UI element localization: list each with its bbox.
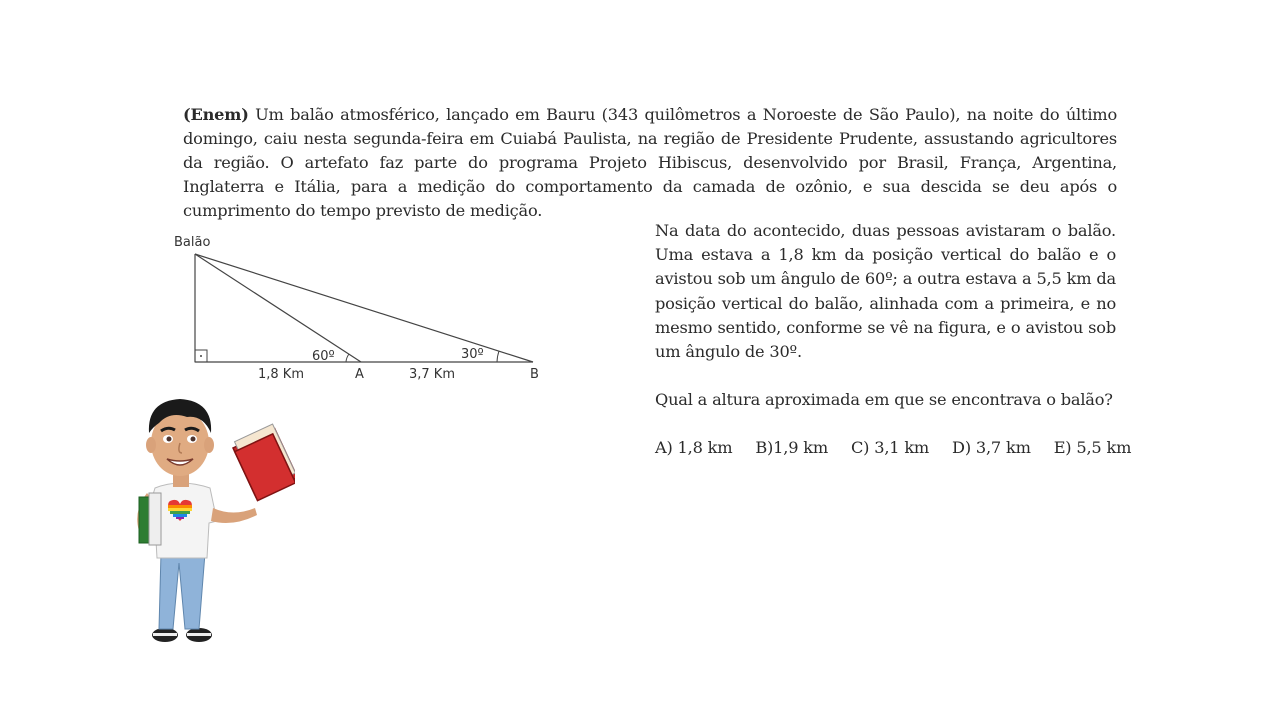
balloon-label: Balão: [174, 235, 211, 250]
angle-arc-b: [497, 351, 499, 362]
teacher-avatar-illustration: [125, 393, 295, 648]
option-e: E) 5,5 km: [1053, 438, 1132, 457]
point-label-b: B: [530, 367, 539, 382]
option-c: C) 3,1 km: [850, 438, 930, 457]
problem-text: Um balão atmosférico, lançado em Bauru (343 quilômetros a Noroeste de São Paulo), na noite do último domingo, caiu nesta segunda-feira em Cuiabá Paulista, na região de Presidente Prudente, assustando agricultores da região. O artefato faz parte do programa Projeto Hibiscus, desenvolvido por Brasil, França, Argentina, Inglaterra e Itália, para a medição do comportamento da camada de ozônio, e sua descida se deu após o cumprimento do tempo previsto de medição.: [183, 105, 1117, 220]
angle-label-a: 60º: [312, 349, 335, 364]
triangle-figure: [165, 230, 555, 390]
option-a: A) 1,8 km: [655, 438, 733, 457]
option-b: B)1,9 km: [755, 438, 829, 457]
sight-line-b: [195, 254, 533, 362]
distance-label-1: 1,8 Km: [258, 367, 304, 382]
point-label-a: A: [355, 367, 364, 382]
angle-arc-a: [346, 354, 349, 362]
question-text: Qual a altura aproximada em que se encontrava o balão?: [655, 390, 1113, 409]
problem-statement: [183, 103, 1117, 223]
option-d: D) 3,7 km: [952, 438, 1031, 457]
source-label: (Enem): [183, 105, 249, 124]
angle-label-b: 30º: [461, 347, 484, 362]
answer-options: [655, 436, 1132, 460]
context-paragraph: Na data do acontecido, duas pessoas avistaram o balão. Uma estava a 1,8 km da posição vertical do balão e o avistou sob um ângulo de 60º; a outra estava a 5,5 km da posição vertical do balão, alinhada com a primeira, e no mesmo sentido, conforme se vê na figura, e o avistou sob um ângulo de 30º.: [655, 221, 1116, 362]
sight-line-a: [195, 254, 361, 362]
distance-label-2: 3,7 Km: [409, 367, 455, 382]
